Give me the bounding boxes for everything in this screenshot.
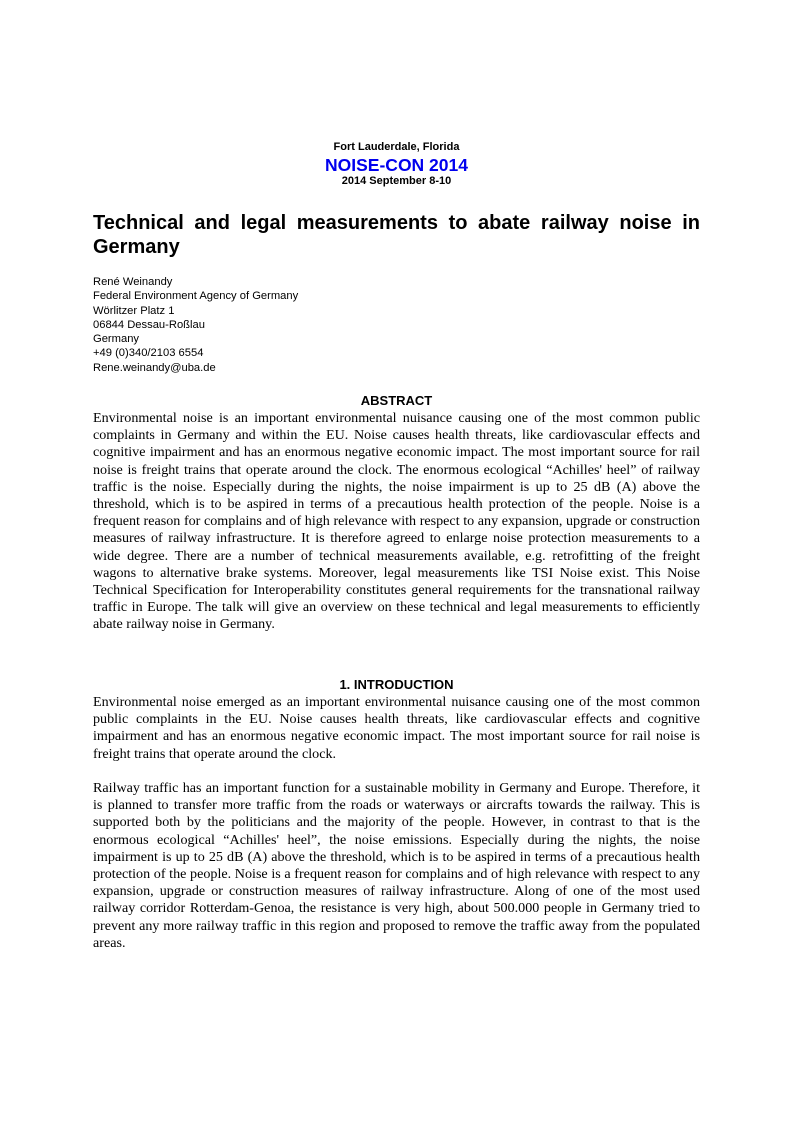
author-street: Wörlitzer Platz 1	[93, 304, 175, 317]
introduction-paragraph: Railway traffic has an important function for a sustainable mobility in Germany and Europe. Therefore, it is planned to transfer more traffic from the roads or waterways or aircrafts towards the railway. This is supported both by the politicians and the majority of the people. However, in contrast to that is the enormous ecological “Achilles' heel”, the noise emissions. Especially during the nights, the noise impairment is up to 25 dB (A) above the threshold, which is to be aspired in terms of a precautious health protection of the people. Noise is a frequent reason for complains and of high relevance with respect to any expansion, upgrade or construction measures of railway infrastructure. Along of one of the most used railway corridor Rotterdam-Genoa, the resistance is very high, about 500.000 people in Germany tried to prevent any more railway traffic in this region and proposed to remove the traffic away from the populated areas.	[93, 780, 700, 951]
author-country: Germany	[93, 333, 140, 346]
conference-name: NOISE-CON 2014	[325, 155, 468, 175]
paper-title: Technical and legal measurements to abate railway noise in Germany	[93, 212, 700, 258]
author-name: René Weinandy	[93, 276, 173, 288]
introduction-paragraph: Environmental noise emerged as an important environmental nuisance causing one of the most common public complaints in the EU. Noise causes health threats, like cardiovascular effects and cognitive impairment and has an enormous negative economic impact. The most important source for rail noise is freight trains that operate around the clock.	[93, 694, 700, 762]
author-affiliation: Federal Environment Agency of Germany	[93, 290, 299, 303]
conference-location: Fort Lauderdale, Florida	[333, 141, 460, 153]
author-phone: +49 (0)340/2103 6554	[93, 347, 204, 360]
author-email: Rene.weinandy@uba.de	[93, 361, 216, 374]
abstract-heading: ABSTRACT	[360, 393, 433, 408]
author-block	[93, 275, 700, 375]
abstract-text: Environmental noise is an important environmental nuisance causing one of the most common public complaints in Germany and within the EU. Noise causes health threats, like cardiovascular effects and cognitive impairment and has an enormous negative economic impact. The most important source for rail noise is freight trains that operate around the clock. The enormous ecological “Achilles' heel” of railway traffic is the noise. Especially during the nights, the noise impairment is up to 25 dB (A) above the threshold, which is to be aspired in terms of a precautious health protection of the people. Noise is a frequent reason for complains and of high relevance with respect to any expansion, upgrade or construction measures of railway infrastructure. It is therefore agreed to enlarge noise protection measurements to a wide degree. There are a number of technical measurements available, e.g. retrofitting of the freight wagons to alternative brake systems. Moreover, legal measurements like TSI Noise exist. This Noise Technical Specification for Interoperability constitutes general requirements for the transnational railway traffic in Europe. The talk will give an overview on these technical and legal measurements to efficiently abate railway noise in Germany.	[93, 410, 700, 633]
introduction-heading: 1. INTRODUCTION	[339, 677, 454, 692]
conference-header	[93, 140, 700, 188]
conference-date: 2014 September 8-10	[341, 175, 452, 187]
author-city: 06844 Dessau-Roßlau	[93, 318, 205, 331]
